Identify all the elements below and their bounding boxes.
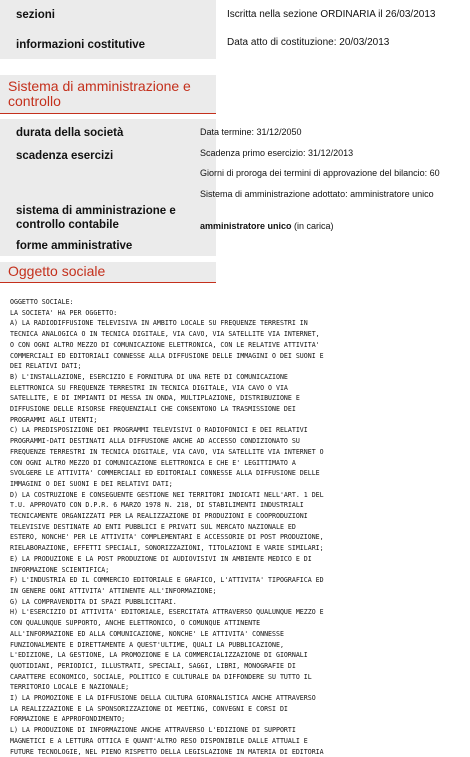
value-termine: Data termine: 31/12/2050	[200, 127, 302, 137]
oggetto-line: I) LA PROMOZIONE E LA DIFFUSIONE DELLA CULTURA GIORNALISTICA ANCHE ATTRAVERSO	[10, 694, 316, 703]
label-sistema: sistema di amministrazione e controllo contabile	[16, 205, 176, 231]
oggetto-line: C) LA PREDISPOSIZIONE DEI PROGRAMMI TELEVISIVI O RADIOFONICI E DEI RELATIVI	[10, 426, 308, 435]
oggetto-line: TERRITORIO LOCALE E NAZIONALE;	[10, 683, 130, 692]
oggetto-line: QUOTIDIANI, PERIODICI, ILLUSTRATI, SPECIALI, SAGGI, LIBRI, MONOGRAFIE DI	[10, 661, 296, 670]
oggetto-line: DEI RELATIVI DATI;	[10, 362, 82, 371]
oggetto-line: H) L'ESERCIZIO DI ATTIVITA' EDITORIALE, ESERCITATA ATTRAVERSO QUALUNQUE MEZZO E	[10, 608, 324, 617]
label-forme: forme amministrative	[16, 240, 133, 252]
governance-title: Sistema di amministrazione e controllo	[8, 78, 191, 109]
oggetto-line: F) L'INDUSTRIA ED IL COMMERCIO EDITORIALE E GRAFICO, L'ATTIVITA' TIPOGRAFICA ED	[10, 576, 324, 585]
oggetto-line: COMMERCIALI ED EDITORIALI CONNESSE ALLA DIFFUSIONE DELLE IMMAGINI O DEI SUONI E	[10, 351, 324, 360]
oggetto-line: FUTURE TECNOLOGIE, NEL PIENO RISPETTO DELLA LEGISLAZIONE IN MATERIA DI EDITORIA	[10, 747, 324, 756]
oggetto-line: L'EDIZIONE, LA GESTIONE, LA PROMOZIONE E LA COMMERCIALIZZAZIONE DI GIORNALI	[10, 651, 308, 660]
label-durata: durata della società	[16, 127, 124, 139]
oggetto-line: O CON OGNI ALTRO MEZZO DI COMUNICAZIONE ELETTRONICA, CON LE RELATIVE ATTIVITA'	[10, 340, 320, 349]
oggetto-body-text	[10, 297, 465, 757]
oggetto-line: L) LA PRODUZIONE DI INFORMAZIONE ANCHE ATTRAVERSO L'EDIZIONE DI SUPPORTI	[10, 726, 296, 735]
oggetto-line: IN GENERE OGNI ATTIVITA' ATTINENTE ALL'INFORMAZIONE;	[10, 586, 217, 595]
oggetto-line: SVOLGERE LE ATTIVITA' COMMERCIALI ED EDITORIALI CONNESSE ALLA DIFFUSIONE DELLE	[10, 469, 320, 478]
oggetto-line: CARATTERE ECONOMICO, SOCIALE, POLITICO E CULTURALE DA DIFFONDERE SU TUTTO IL	[10, 672, 312, 681]
value-sistema-adottato: Sistema di amministrazione adottato: amministratore unico	[200, 189, 434, 199]
oggetto-line: ESTERO, NONCHE' PER LE ATTIVITA' COMPLEMENTARI E ACCESSORIE DI POST PRODUZIONE,	[10, 533, 324, 542]
oggetto-title: Oggetto sociale	[8, 263, 106, 279]
value-sezioni: Iscritta nella sezione ORDINARIA il 26/03/2013	[227, 9, 436, 20]
oggetto-line: ALL'INFORMAZIONE ED ALLA COMUNICAZIONE, NONCHE' LE ATTIVITA' CONNESSE	[10, 629, 284, 638]
oggetto-line: RIELABORAZIONE, EFFETTI SPECIALI, SONORIZZAZIONI, TITOLAZIONI E VARIE SIMILARI;	[10, 544, 324, 553]
oggetto-line: T.U. APPROVATO CON D.P.R. 6 MARZO 1978 N. 218, DI STABILIMENTI INDUSTRIALI	[10, 501, 304, 510]
oggetto-line: ELETTRONICA SU FREQUENZE TERRESTRI IN TECNICA DIGITALE, VIA CAVO O VIA	[10, 383, 288, 392]
oggetto-line: IMMAGINI O DEI SUONI E DEI RELATIVI DATI;	[10, 479, 173, 488]
oggetto-line: LA SOCIETA' HA PER OGGETTO:	[10, 308, 118, 317]
oggetto-line: FREQUENZE TERRESTRI IN TECNICA DIGITALE, VIA CAVO, VIA SATELLITE VIA INTERNET O	[10, 447, 324, 456]
oggetto-line: A) LA RADIODIFFUSIONE TELEVISIVA IN AMBITO LOCALE SU FREQUENZE TERRESTRI IN	[10, 319, 308, 328]
oggetto-line: CON OGNI ALTRO MEZZO DI COMUNICAZIONE ELETTRONICA E CHE E' LEGITTIMATO A	[10, 458, 296, 467]
oggetto-line: TECNICAMENTE ORGANIZZATI PER LA REALIZZAZIONE DI PRODUZIONI E COOPRODUZIONI	[10, 512, 308, 521]
label-sezioni: sezioni	[16, 9, 55, 21]
oggetto-line: FUNZIONALMENTE E DIRETTAMENTE A QUEST'ULTIME, QUALI LA PUBBLICAZIONE,	[10, 640, 284, 649]
value-giorni-proroga: Giorni di proroga dei termini di approvazione del bilancio: 60	[200, 168, 440, 178]
oggetto-line: B) L'INSTALLAZIONE, ESERCIZIO E FORNITURA DI UNA RETE DI COMUNICAZIONE	[10, 372, 288, 381]
oggetto-line: OGGETTO SOCIALE:	[10, 298, 74, 306]
value-informazioni-costitutive: Data atto di costituzione: 20/03/2013	[227, 37, 390, 48]
amministratore-role: amministratore unico	[200, 221, 292, 231]
amministratore-status: (in carica)	[294, 221, 334, 231]
oggetto-line: D) LA COSTRUZIONE E CONSEGUENTE GESTIONE NEI TERRITORI INDICATI NELL'ART. 1 DEL	[10, 490, 324, 499]
value-primo-esercizio: Scadenza primo esercizio: 31/12/2013	[200, 148, 354, 158]
oggetto-line: TELEVISIVE DESTINATE AD ENTI PUBBLICI E PRIVATI SUL MERCATO NAZIONALE ED	[10, 522, 296, 531]
label-informazioni-costitutive: informazioni costitutive	[16, 39, 146, 51]
oggetto-line: DIFFUSIONE DELLE RISORSE FREQUENZIALI CHE CONSENTONO LA TRASMISSIONE DEI	[10, 405, 296, 414]
oggetto-line: CON QUALUNQUE SUPPORTO, ANCHE ELETTRONICO, O COMUNQUE ATTINENTE	[10, 619, 261, 628]
oggetto-line: TECNICA ANALOGICA O IN TECNICA DIGITALE, VIA CAVO, VIA SATELLITE VIA INTERNET,	[10, 330, 320, 339]
oggetto-line: G) LA COMPRAVENDITA DI SPAZI PUBBLICITARI.	[10, 597, 177, 606]
oggetto-line: PROGRAMMI-DATI DESTINATI ALLA DIFFUSIONE ANCHE AD ACCESSO CONDIZIONATO SU	[10, 437, 300, 446]
value-amministratore	[200, 221, 334, 231]
oggetto-line: INFORMAZIONE SCIENTIFICA;	[10, 565, 110, 574]
oggetto-line: PROGRAMMI AGLI UTENTI;	[10, 415, 98, 424]
oggetto-line: FORMAZIONE E APPROFONDIMENTO;	[10, 715, 126, 724]
oggetto-line: SATELLITE, E DI IMPIANTI DI MESSA IN ONDA, MULTIPLAZIONE, DISTRIBUZIONE E	[10, 394, 300, 403]
oggetto-line: MAGNETICI E A LETTURA OTTICA E QUANT'ALTRO RESO DISPONIBILE DALLE ATTUALI E	[10, 736, 308, 745]
governance-label-band	[0, 119, 216, 256]
oggetto-line: E) LA PRODUZIONE E LA POST PRODUZIONE DI AUDIOVISIVI IN AMBIENTE MEDICO E DI	[10, 554, 312, 563]
governance-divider	[0, 113, 216, 114]
oggetto-divider	[0, 282, 216, 283]
oggetto-line: LA REALIZZAZIONE E LA SPONSORIZZAZIONE DI MEETING, CONVEGNI E CORSI DI	[10, 704, 288, 713]
label-scadenza: scadenza esercizi	[16, 150, 114, 162]
